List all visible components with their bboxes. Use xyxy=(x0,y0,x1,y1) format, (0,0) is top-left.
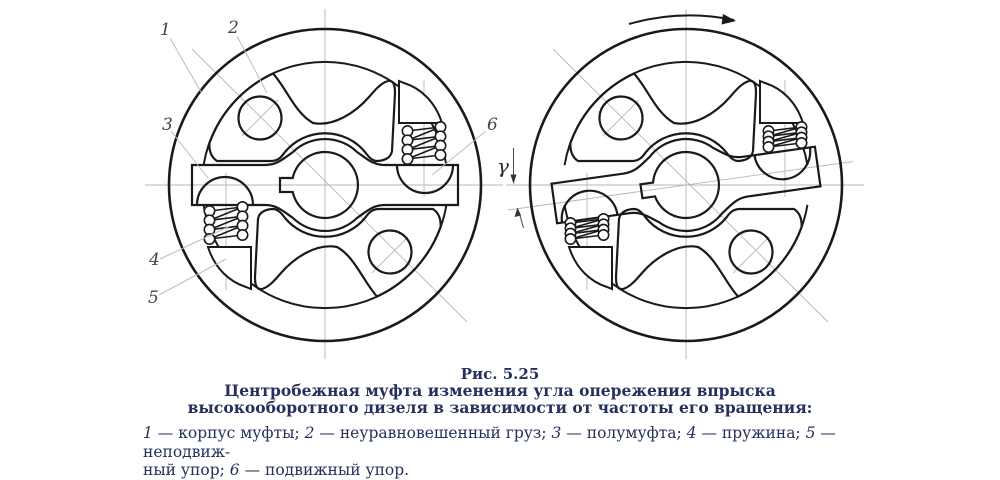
gamma-label: γ xyxy=(497,154,509,178)
movable-stop xyxy=(397,165,453,193)
legend-item-number: 2 xyxy=(304,424,315,442)
rotation-arrow-icon xyxy=(629,14,736,25)
legend-item-number: 3 xyxy=(551,424,562,442)
fixed-stop xyxy=(208,247,251,289)
callout-5: 5 xyxy=(148,288,159,308)
legend-item-text: — пружина; xyxy=(696,424,806,442)
figure-legend xyxy=(143,424,873,480)
weight-upper xyxy=(209,74,395,162)
legend-item-number: 5 xyxy=(805,424,816,442)
right-diagram xyxy=(506,9,864,359)
fixed-stop xyxy=(569,247,612,289)
weight-hole xyxy=(369,231,412,274)
leader-line xyxy=(171,131,208,178)
movable-stop xyxy=(197,177,253,205)
figure-title-line1: Центробежная муфта изменения угла опережения впрыска xyxy=(224,381,776,400)
figure-title-line2: высокооборотного дизеля в зависимости от частоты его вращения: xyxy=(187,398,813,417)
legend-item-text: — неуравновешенный груз; xyxy=(314,424,552,442)
legend-item-number: 1 xyxy=(143,424,153,442)
leader-line xyxy=(170,38,201,92)
weight-upper xyxy=(570,74,756,162)
fixed-stop xyxy=(760,81,803,123)
figure-number: Рис. 5.25 xyxy=(460,365,540,383)
weight-hole xyxy=(730,231,773,274)
legend-item-number: 6 xyxy=(229,461,240,479)
legend-item-number: 4 xyxy=(686,424,697,442)
legend-item-text: — неподвиж- xyxy=(143,424,836,461)
legend-line xyxy=(143,461,873,480)
legend-item-text: ный упор; xyxy=(143,461,230,479)
legend-item-text: — подвижный упор. xyxy=(239,461,410,479)
weight-lower xyxy=(616,209,802,297)
leader-line xyxy=(237,36,267,93)
legend-item-text: — полумуфта; xyxy=(561,424,687,442)
callout-6: 6 xyxy=(487,115,498,135)
fixed-stop xyxy=(399,81,442,123)
callout-1: 1 xyxy=(160,20,171,40)
left-diagram xyxy=(145,9,503,359)
gamma-arrow-down xyxy=(511,175,517,185)
legend-item-text: — корпус муфты; xyxy=(152,424,305,442)
legend-line xyxy=(143,424,873,461)
weight-lower xyxy=(255,209,441,297)
callout-2: 2 xyxy=(228,18,239,38)
callout-3: 3 xyxy=(162,115,173,135)
leader-line xyxy=(159,259,226,295)
figure-caption xyxy=(0,366,1000,480)
callout-4: 4 xyxy=(149,250,160,270)
